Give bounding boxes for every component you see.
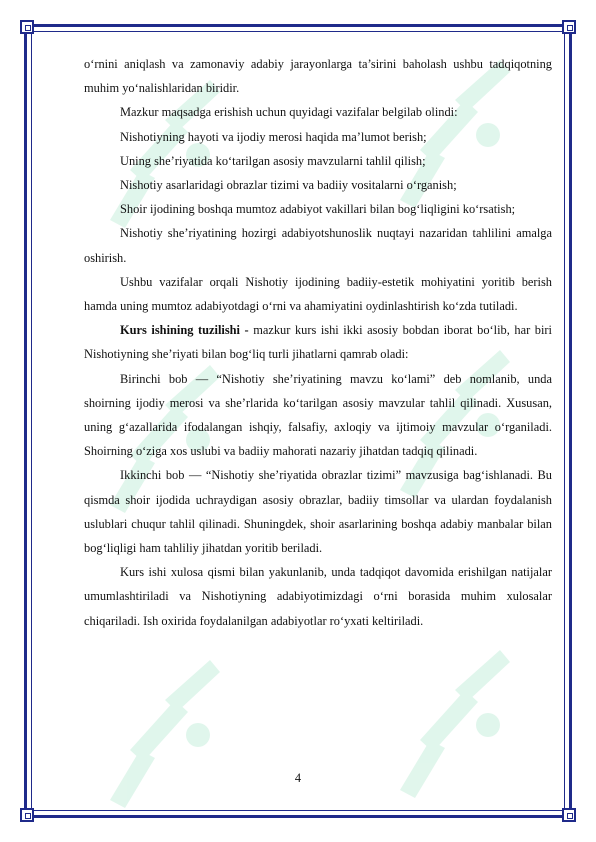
- paragraph: Mazkur maqsadga erishish uchun quyidagi vazifalar belgilab olindi:: [120, 105, 458, 120]
- chapter-two-paragraph: Ikkinchi bob — “Nishotiy she’riyatida obrazlar tizimi” mavzusiga bag‘ishlanadi. Bu qismda shoir ijodida uchraydigan asosiy obrazlar, badiiy timsollar va ulardan foydalanish uslublari chuqur tahlil qilinadi. Shuningdek, shoir asarlarining boshqa adabiy manbalar bilan bog‘liqligi ham tahliliy jihatdan yoritib beriladi.: [84, 468, 552, 556]
- structure-heading: Kurs ishining tuzilishi -: [120, 323, 249, 338]
- paragraph: o‘rnini aniqlash va zamonaviy adabiy jarayonlarga ta’sirini baholash ushbu tadqiqotning muhim yo‘nalishlaridan biridir.: [84, 57, 552, 96]
- page-number: 4: [294, 771, 302, 785]
- task-item: Nishotiy she’riyatining hozirgi adabiyotshunoslik nuqtayi nazaridan tahlilini amalga oshirish.: [84, 226, 552, 265]
- corner-ornament: [562, 20, 576, 34]
- conclusion-paragraph: Kurs ishi xulosa qismi bilan yakunlanib, unda tadqiqot davomida erishilgan natijalar umumlashtiriladi va Nishotiyning adabiyotimizdagi o‘rni borasida muhim xulosalar chiqariladi. Ish oxirida foydalanilgan adabiyotlar ro‘yxati keltiriladi.: [84, 565, 552, 628]
- task-item: Uning she’riyatida ko‘tarilgan asosiy mavzularni tahlil qilish;: [120, 153, 426, 168]
- structure-text: mazkur kurs ishi ikki asosiy bobdan iborat bo‘lib, har biri Nishotiyning she’riyati bilan bog‘liq turli jihatlarni qamrab oladi:: [84, 323, 552, 362]
- corner-ornament: [20, 20, 34, 34]
- task-item: Nishotiy asarlaridagi obrazlar tizimi va badiiy vositalarni o‘rganish;: [120, 178, 457, 193]
- page-content: [84, 52, 552, 633]
- structure-paragraph: [84, 318, 552, 366]
- chapter-one-paragraph: Birinchi bob — “Nishotiy she’riyatining mavzu ko‘lami” deb nomlanib, unda shoirning ijodiy merosi va she’rlarida ko‘tarilgan asosiy mavzular tahlil qilinadi. Xususan, uning g‘azallarida ifodalangan ishqiy, falsafiy, axloqiy va ijtimoiy mavzular o‘rganiladi. Shoirning o‘ziga xos uslubi va badiiy mahorati nazariy jihatdan tadqiq qilinadi.: [84, 371, 552, 459]
- corner-ornament: [562, 808, 576, 822]
- corner-ornament: [20, 808, 34, 822]
- task-item: Nishotiyning hayoti va ijodiy merosi haqida ma’lumot berish;: [120, 129, 427, 144]
- paragraph: Ushbu vazifalar orqali Nishotiy ijodining badiiy-estetik mohiyatini yoritib berish hamda uning mumtoz adabiyotdagi o‘rni va ahamiyatini oydinlashtirish ko‘zda tutiladi.: [84, 274, 552, 314]
- task-item: Shoir ijodining boshqa mumtoz adabiyot vakillari bilan bog‘liqligini ko‘rsatish;: [120, 202, 516, 217]
